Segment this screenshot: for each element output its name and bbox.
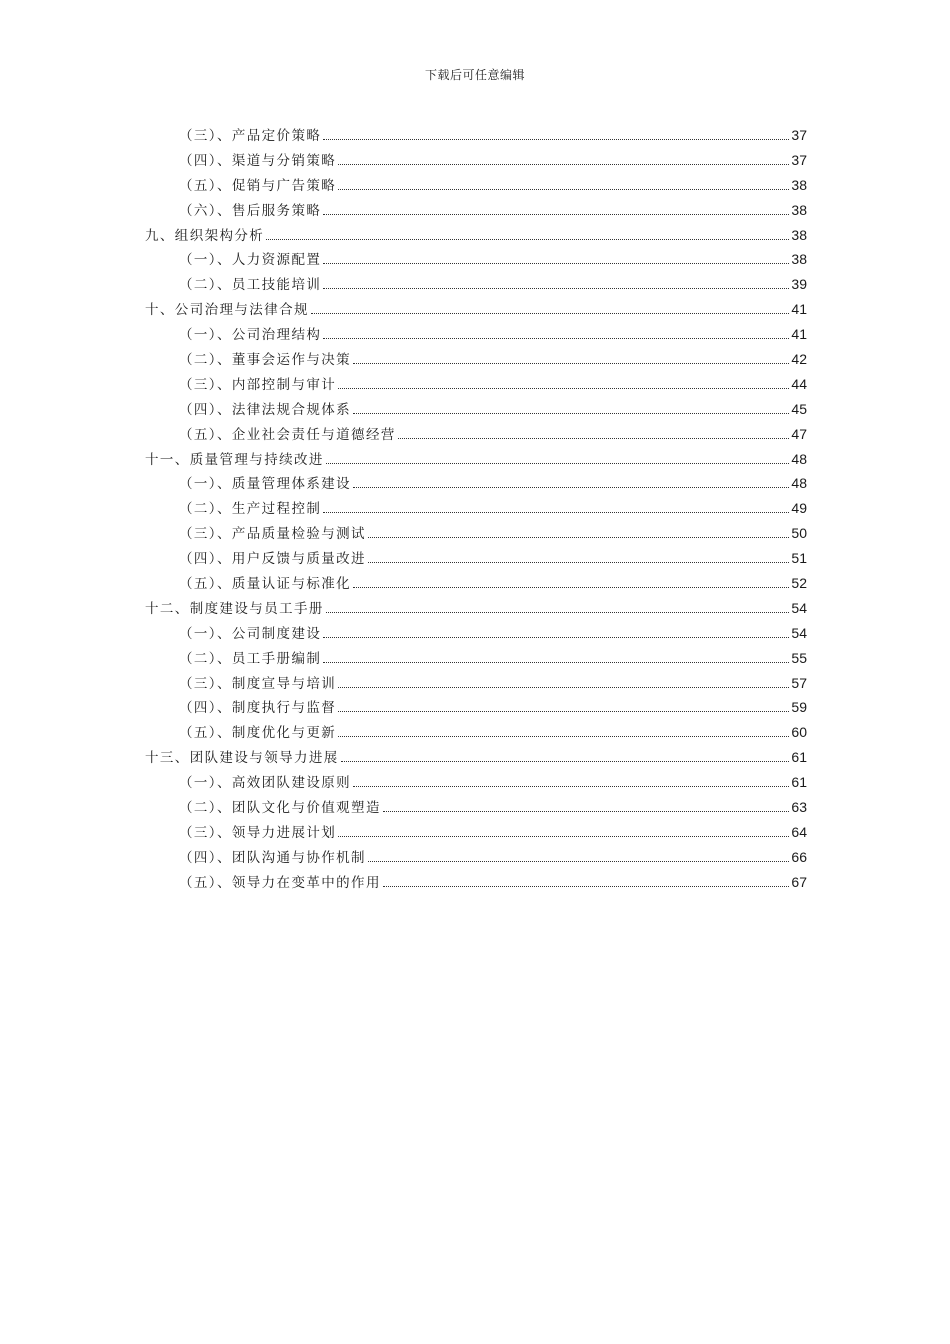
toc-section-entry[interactable] bbox=[145, 373, 807, 398]
toc-entry-label: 十一、质量管理与持续改进 bbox=[145, 451, 324, 468]
toc-page-number: 37 bbox=[791, 127, 807, 143]
toc-entry-label: （四）、制度执行与监督 bbox=[179, 700, 337, 717]
toc-dot-leader bbox=[323, 662, 789, 663]
toc-entry-label: 十、公司治理与法律合规 bbox=[145, 302, 309, 319]
toc-page-number: 52 bbox=[791, 575, 807, 592]
toc-page-number: 67 bbox=[791, 873, 807, 890]
toc-chapter-entry[interactable] bbox=[145, 224, 807, 249]
toc-page-number: 59 bbox=[791, 699, 807, 716]
toc-dot-leader bbox=[266, 239, 789, 240]
toc-page-number: 45 bbox=[791, 400, 807, 417]
toc-section-entry[interactable] bbox=[145, 672, 807, 697]
toc-entry-label: （二）、生产过程控制 bbox=[179, 501, 322, 518]
toc-chapter-entry[interactable] bbox=[145, 746, 807, 771]
toc-page-number: 57 bbox=[791, 674, 807, 691]
toc-section-entry[interactable] bbox=[145, 796, 807, 821]
table-of-contents bbox=[145, 124, 807, 896]
toc-entry-label: （二）、董事会运作与决策 bbox=[179, 352, 352, 369]
toc-dot-leader bbox=[311, 313, 790, 314]
toc-page-number: 66 bbox=[791, 848, 807, 865]
toc-entry-label: （二）、员工手册编制 bbox=[179, 650, 322, 667]
toc-dot-leader bbox=[338, 687, 789, 688]
toc-entry-label: （五）、质量认证与标准化 bbox=[179, 576, 352, 593]
toc-page-number: 48 bbox=[791, 450, 807, 467]
toc-entry-label: （四）、法律法规合规体系 bbox=[179, 401, 352, 418]
toc-page-number: 60 bbox=[791, 724, 807, 741]
toc-page-number: 38 bbox=[791, 226, 807, 243]
toc-section-entry[interactable] bbox=[145, 721, 807, 746]
toc-entry-label: （一）、高效团队建设原则 bbox=[179, 775, 352, 792]
toc-dot-leader bbox=[326, 463, 790, 464]
toc-dot-leader bbox=[338, 189, 789, 190]
toc-section-entry[interactable] bbox=[145, 771, 807, 796]
toc-page-number: 61 bbox=[791, 774, 807, 791]
toc-section-entry[interactable] bbox=[145, 647, 807, 672]
toc-entry-label: （三）、制度宣导与培训 bbox=[179, 675, 337, 692]
toc-page-number: 61 bbox=[791, 749, 807, 766]
toc-dot-leader bbox=[398, 438, 790, 439]
toc-page-number: 47 bbox=[791, 425, 807, 442]
toc-page-number: 38 bbox=[791, 251, 807, 268]
toc-entry-label: （三）、内部控制与审计 bbox=[179, 376, 337, 393]
toc-dot-leader bbox=[338, 836, 789, 837]
toc-section-entry[interactable] bbox=[145, 497, 807, 522]
toc-section-entry[interactable] bbox=[145, 323, 807, 348]
toc-page-number: 39 bbox=[791, 276, 807, 293]
toc-section-entry[interactable] bbox=[145, 124, 807, 149]
toc-entry-label: （四）、团队沟通与协作机制 bbox=[179, 849, 366, 866]
toc-entry-label: （五）、制度优化与更新 bbox=[179, 725, 337, 742]
toc-section-entry[interactable] bbox=[145, 871, 807, 896]
toc-dot-leader bbox=[368, 562, 789, 563]
toc-entry-label: 十三、团队建设与领导力进展 bbox=[145, 750, 339, 767]
toc-section-entry[interactable] bbox=[145, 696, 807, 721]
toc-dot-leader bbox=[383, 811, 790, 812]
toc-dot-leader bbox=[338, 736, 789, 737]
toc-dot-leader bbox=[368, 861, 789, 862]
toc-entry-label: （一）、质量管理体系建设 bbox=[179, 476, 352, 493]
toc-page-number: 50 bbox=[791, 525, 807, 542]
toc-page-number: 51 bbox=[791, 550, 807, 567]
page-header: 下载后可任意编辑 bbox=[424, 68, 525, 82]
toc-dot-leader bbox=[323, 263, 789, 264]
toc-page-number: 41 bbox=[791, 301, 807, 318]
toc-entry-label: （三）、领导力进展计划 bbox=[179, 824, 337, 841]
toc-section-entry[interactable] bbox=[145, 622, 807, 647]
toc-entry-label: （一）、公司治理结构 bbox=[179, 327, 322, 344]
toc-section-entry[interactable] bbox=[145, 572, 807, 597]
toc-entry-label: 九、组织架构分析 bbox=[145, 227, 265, 244]
toc-dot-leader bbox=[323, 214, 789, 215]
toc-page-number: 37 bbox=[791, 151, 807, 168]
toc-entry-label: （五）、企业社会责任与道德经营 bbox=[179, 426, 396, 443]
toc-section-entry[interactable] bbox=[145, 522, 807, 547]
toc-entry-label: 十二、制度建设与员工手册 bbox=[145, 600, 324, 617]
toc-section-entry[interactable] bbox=[145, 149, 807, 174]
toc-entry-label: （一）、公司制度建设 bbox=[179, 625, 322, 642]
toc-section-entry[interactable] bbox=[145, 423, 807, 448]
toc-dot-leader bbox=[323, 139, 789, 140]
toc-page-number: 38 bbox=[791, 201, 807, 218]
toc-chapter-entry[interactable] bbox=[145, 298, 807, 323]
toc-page-number: 49 bbox=[791, 500, 807, 517]
toc-section-entry[interactable] bbox=[145, 821, 807, 846]
toc-page-number: 64 bbox=[791, 823, 807, 840]
toc-dot-leader bbox=[341, 761, 790, 762]
toc-page-number: 54 bbox=[791, 599, 807, 616]
toc-dot-leader bbox=[323, 288, 789, 289]
toc-dot-leader bbox=[353, 413, 789, 414]
toc-page-number: 55 bbox=[791, 649, 807, 666]
toc-entry-label: （六）、售后服务策略 bbox=[179, 202, 322, 219]
toc-dot-leader bbox=[383, 886, 790, 887]
toc-page-number: 63 bbox=[791, 799, 807, 816]
toc-entry-label: （二）、员工技能培训 bbox=[179, 277, 322, 294]
toc-entry-label: （三）、产品定价策略 bbox=[179, 128, 322, 144]
toc-dot-leader bbox=[368, 537, 789, 538]
toc-page-number: 54 bbox=[791, 624, 807, 641]
toc-entry-label: （五）、促销与广告策略 bbox=[179, 177, 337, 194]
toc-page-number: 44 bbox=[791, 375, 807, 392]
toc-section-entry[interactable] bbox=[145, 348, 807, 373]
toc-entry-label: （四）、用户反馈与质量改进 bbox=[179, 551, 366, 568]
toc-dot-leader bbox=[323, 512, 789, 513]
toc-page-number: 42 bbox=[791, 351, 807, 368]
toc-dot-leader bbox=[323, 338, 789, 339]
toc-section-entry[interactable] bbox=[145, 472, 807, 497]
toc-dot-leader bbox=[353, 786, 789, 787]
toc-chapter-entry[interactable] bbox=[145, 597, 807, 622]
toc-dot-leader bbox=[353, 487, 789, 488]
toc-section-entry[interactable] bbox=[145, 273, 807, 298]
toc-section-entry[interactable] bbox=[145, 174, 807, 199]
toc-chapter-entry[interactable] bbox=[145, 448, 807, 473]
toc-dot-leader bbox=[353, 363, 789, 364]
toc-page-number: 38 bbox=[791, 176, 807, 193]
toc-section-entry[interactable] bbox=[145, 846, 807, 871]
toc-section-entry[interactable] bbox=[145, 248, 807, 273]
toc-dot-leader bbox=[326, 612, 790, 613]
toc-entry-label: （五）、领导力在变革中的作用 bbox=[179, 874, 381, 891]
toc-section-entry[interactable] bbox=[145, 199, 807, 224]
toc-entry-label: （四）、渠道与分销策略 bbox=[179, 152, 337, 169]
toc-entry-label: （一）、人力资源配置 bbox=[179, 252, 322, 269]
toc-dot-leader bbox=[353, 587, 789, 588]
toc-page-number: 41 bbox=[791, 326, 807, 343]
toc-entry-label: （二）、团队文化与价值观塑造 bbox=[179, 800, 381, 817]
toc-section-entry[interactable] bbox=[145, 398, 807, 423]
toc-dot-leader bbox=[323, 637, 789, 638]
toc-page-number: 48 bbox=[791, 475, 807, 492]
toc-dot-leader bbox=[338, 164, 789, 165]
toc-dot-leader bbox=[338, 388, 789, 389]
toc-section-entry[interactable] bbox=[145, 547, 807, 572]
toc-entry-label: （三）、产品质量检验与测试 bbox=[179, 526, 366, 543]
toc-dot-leader bbox=[338, 711, 789, 712]
